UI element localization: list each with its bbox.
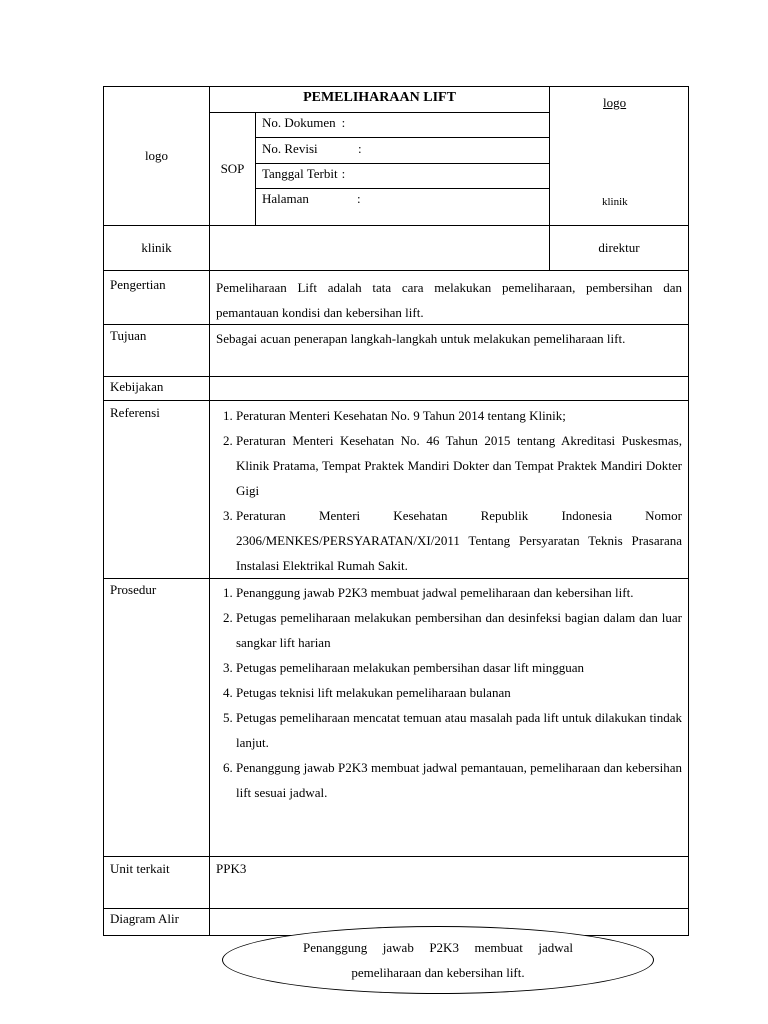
meta-label: No. Dokumen xyxy=(262,115,336,130)
flow-step-ellipse xyxy=(222,926,654,994)
meta-label: Halaman xyxy=(262,191,309,206)
row-label-pengertian: Pengertian xyxy=(110,277,166,292)
list-item: 2. Peraturan Menteri Kesehatan No. 46 Tahun 2015 tentang Akreditasi Puskesmas, Klinik Pratama, Tempat Praktek Mandiri Dokter dan Tempat Praktek Mandiri Dokter Gigi xyxy=(236,428,682,503)
meta-sep: : xyxy=(341,115,346,130)
list-item: 3. Peraturan Menteri Kesehatan Republik Indonesia Nomor 2306/MENKES/PERSYARATAN/XI/2011 Tentang Persyaratan Teknis Prasarana Instalasi Elektrikal Rumah Sakit. xyxy=(236,503,682,578)
meta-sep: : xyxy=(341,166,346,181)
logo-right: logo xyxy=(603,95,627,110)
row-content-unit-terkait: PPK3 xyxy=(216,861,247,876)
document-title: PEMELIHARAAN LIFT xyxy=(303,90,456,105)
row-label-kebijakan: Kebijakan xyxy=(110,379,164,394)
row-content-prosedur xyxy=(210,576,688,809)
list-item: 3. Petugas pemeliharaan melakukan pembersihan dasar lift mingguan xyxy=(236,655,682,680)
klinik-left: klinik xyxy=(141,240,172,255)
list-item: 5. Petugas pemeliharaan mencatat temuan atau masalah pada lift untuk dilakukan tindak lanjut. xyxy=(236,705,682,755)
row-label-prosedur: Prosedur xyxy=(110,582,157,597)
meta-no-dokumen xyxy=(256,111,549,136)
row-label-diagram-alir: Diagram Alir xyxy=(110,911,179,926)
row-content-tujuan: Sebagai acuan penerapan langkah-langkah untuk melakukan pemeliharaan lift. xyxy=(216,331,626,346)
referensi-list xyxy=(216,403,682,578)
klinik-right: klinik xyxy=(602,196,628,208)
meta-halaman xyxy=(256,187,549,212)
row-content-pengertian: Pemeliharaan Lift adalah tata cara melakukan pemeliharaan, pembersihan dan pemantauan kondisi dan kebersihan lift. xyxy=(216,280,682,320)
row-label-tujuan: Tujuan xyxy=(110,328,147,343)
meta-no-revisi xyxy=(256,137,549,162)
list-item: 2. Petugas pemeliharaan melakukan pembersihan dan desinfeksi bagian dalam dan luar sangkar lift harian xyxy=(236,605,682,655)
meta-tanggal-terbit xyxy=(256,162,549,187)
meta-label: Tanggal Terbit xyxy=(262,166,338,181)
list-item: 6. Penanggung jawab P2K3 membuat jadwal pemantauan, pemeliharaan dan kebersihan lift sesuai jadwal. xyxy=(236,755,682,805)
meta-sep: : xyxy=(357,191,361,206)
meta-label: No. Revisi xyxy=(262,141,318,156)
list-item: 1. Penanggung jawab P2K3 membuat jadwal pemeliharaan dan kebersihan lift. xyxy=(236,580,682,605)
row-content-referensi xyxy=(210,399,688,582)
logo-left: logo xyxy=(144,148,169,163)
list-item: 4. Petugas teknisi lift melakukan pemeliharaan bulanan xyxy=(236,680,682,705)
sop-label: SOP xyxy=(220,161,245,176)
row-label-referensi: Referensi xyxy=(110,405,160,420)
direktur-label: direktur xyxy=(598,240,640,255)
list-item: 1. Peraturan Menteri Kesehatan No. 9 Tahun 2014 tentang Klinik; xyxy=(236,403,682,428)
prosedur-list xyxy=(216,580,682,805)
meta-sep: : xyxy=(358,141,362,156)
flow-step-text: Penanggung jawab P2K3 membuat jadwal pemeliharaan dan kebersihan lift. xyxy=(303,940,573,980)
row-label-unit-terkait: Unit terkait xyxy=(110,861,170,876)
